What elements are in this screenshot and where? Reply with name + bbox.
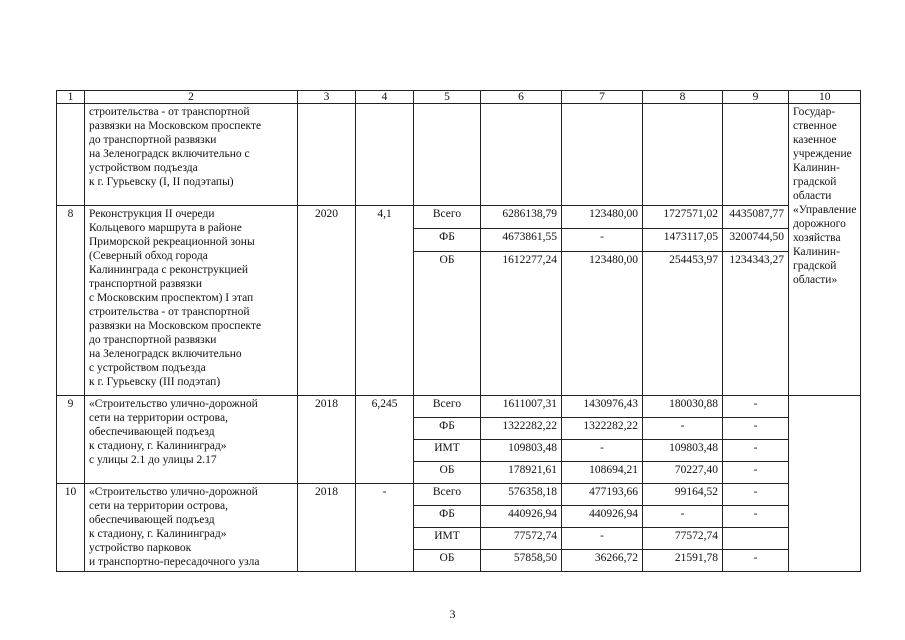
value-cell: 440926,94 [481, 506, 562, 528]
header-cell: 10 [789, 91, 861, 104]
value-cell: 1322282,22 [481, 418, 562, 440]
value-cell: 57858,50 [481, 550, 562, 572]
header-cell: 3 [298, 91, 356, 104]
value-cell: 1322282,22 [562, 418, 643, 440]
value-cell: - [723, 440, 789, 462]
item-year: 2018 [298, 484, 356, 572]
item-number-cell [57, 104, 85, 206]
value-cell: 178921,61 [481, 462, 562, 484]
value-cell: 1611007,31 [481, 396, 562, 418]
header-cell: 7 [562, 91, 643, 104]
funding-source: ИМТ [414, 528, 481, 550]
value-cell: 108694,21 [562, 462, 643, 484]
funding-source: ОБ [414, 462, 481, 484]
header-cell: 6 [481, 91, 562, 104]
value-cell: 70227,40 [643, 462, 723, 484]
value-cell: 1727571,02 [643, 206, 723, 229]
value-cell: 477193,66 [562, 484, 643, 506]
table-row [57, 396, 861, 418]
header-cell: 1 [57, 91, 85, 104]
item-number: 9 [57, 396, 85, 484]
value-cell: 254453,97 [643, 252, 723, 396]
value-cell: - [723, 484, 789, 506]
value-cell: 21591,78 [643, 550, 723, 572]
value-cell: - [562, 229, 643, 252]
value-cell: 1234343,27 [723, 252, 789, 396]
funding-source: ФБ [414, 506, 481, 528]
value-cell: - [562, 528, 643, 550]
funding-source: ОБ [414, 550, 481, 572]
table-row [57, 484, 861, 506]
funding-source: Всего [414, 484, 481, 506]
value-cell: 77572,74 [643, 528, 723, 550]
item-description: Реконструкция II очереди Кольцевого маршрута в районе Приморской рекреационной зоны (Северный обход города Калининграда с реконструкцией транспортной развязки с Московским проспектом) I этап строительства - от транспортной развязки на Московском проспекте до транспортной развязки на Зеленоградск включительно с устройством подъезда к г. Гурьевску (III подэтап) [85, 206, 298, 396]
funding-source: Всего [414, 206, 481, 229]
item-year: 2020 [298, 206, 356, 396]
value-cell: 4673861,55 [481, 229, 562, 252]
value-cell: 6286138,79 [481, 206, 562, 229]
item-length: 4,1 [356, 206, 414, 396]
item-year: 2018 [298, 396, 356, 484]
value-cell: 36266,72 [562, 550, 643, 572]
value-cell [723, 528, 789, 550]
header-row [57, 91, 861, 104]
item-number: 8 [57, 206, 85, 396]
item-length: - [356, 484, 414, 572]
header-cell: 8 [643, 91, 723, 104]
value-cell: 4435087,77 [723, 206, 789, 229]
funding-source: ОБ [414, 252, 481, 396]
value-cell: 1473117,05 [643, 229, 723, 252]
value-cell: - [562, 440, 643, 462]
value-cell: 123480,00 [562, 206, 643, 229]
value-cell: 1612277,24 [481, 252, 562, 396]
value-cell: - [643, 418, 723, 440]
value-cell: 77572,74 [481, 528, 562, 550]
value-cell: 440926,94 [562, 506, 643, 528]
header-cell: 9 [723, 91, 789, 104]
value-cell: 123480,00 [562, 252, 643, 396]
header-cell: 2 [85, 91, 298, 104]
responsible-organization: Государ- ственное казенное учреждение Калинин- градской области «Управление дорожного хозяйства Калинин- градской области» [789, 104, 861, 396]
item-length: 6,245 [356, 396, 414, 484]
continuation-description: строительства - от транспортной развязки на Московском проспекте до транспортной развязки на Зеленоградск включительно с устройством подъезда к г. Гурьевску (I, II подэтапы) [85, 104, 298, 206]
header-cell: 4 [356, 91, 414, 104]
value-cell: 576358,18 [481, 484, 562, 506]
value-cell: - [723, 396, 789, 418]
item-description: «Строительство улично-дорожной сети на территории острова, обеспечивающей подъезд к стадиону, г. Калининград» устройство парковок и транспортно-пересадочного узла [85, 484, 298, 572]
funding-source: ИМТ [414, 440, 481, 462]
funding-source: Всего [414, 396, 481, 418]
value-cell: - [723, 462, 789, 484]
funding-source: ФБ [414, 229, 481, 252]
value-cell: 109803,48 [481, 440, 562, 462]
item-description: «Строительство улично-дорожной сети на территории острова, обеспечивающей подъезд к стадиону, г. Калининград» с улицы 2.1 до улицы 2.17 [85, 396, 298, 484]
value-cell: 180030,88 [643, 396, 723, 418]
value-cell: 3200744,50 [723, 229, 789, 252]
value-cell: - [723, 418, 789, 440]
value-cell: - [723, 550, 789, 572]
value-cell: - [723, 506, 789, 528]
table-row [57, 206, 861, 229]
funding-source: ФБ [414, 418, 481, 440]
value-cell: 109803,48 [643, 440, 723, 462]
item-number: 10 [57, 484, 85, 572]
continuation-row [57, 104, 861, 206]
header-cell: 5 [414, 91, 481, 104]
value-cell: 99164,52 [643, 484, 723, 506]
value-cell: 1430976,43 [562, 396, 643, 418]
value-cell: - [643, 506, 723, 528]
budget-table [56, 90, 861, 572]
page-number: 3 [449, 607, 456, 621]
